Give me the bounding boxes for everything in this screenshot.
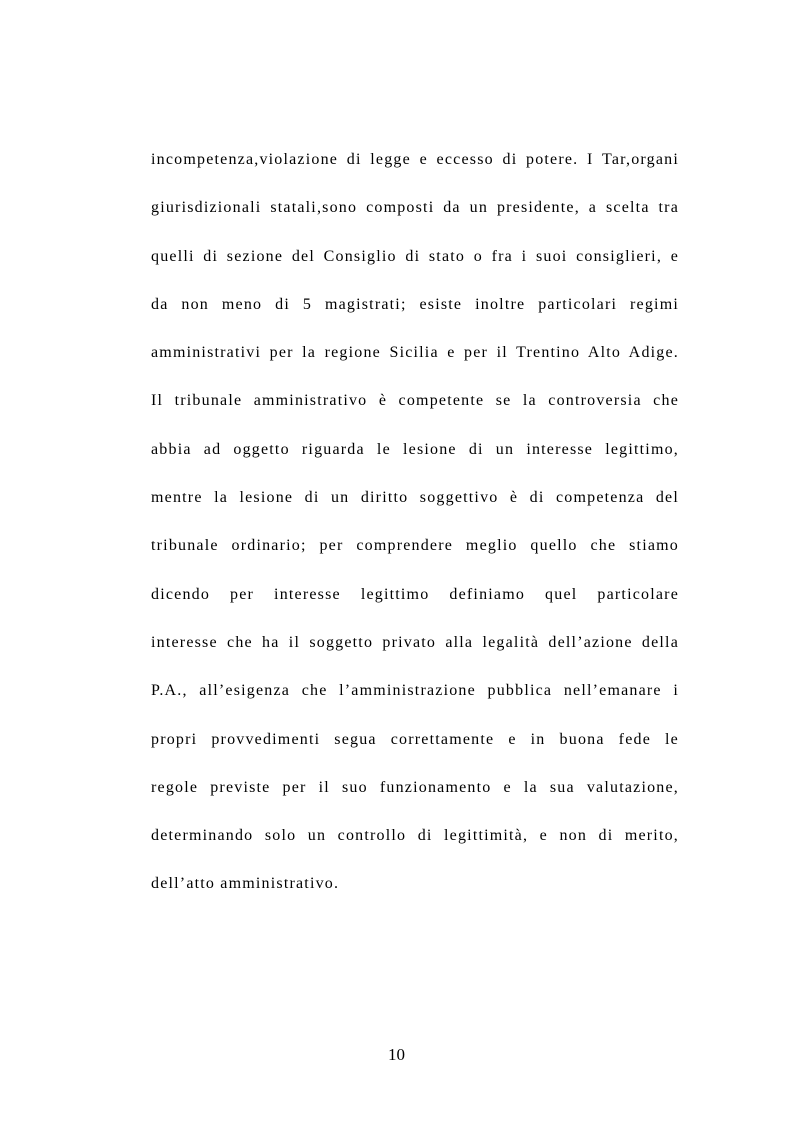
text-line: giurisdizionali statali,sono composti da un presidente, a scelta tra (151, 199, 679, 217)
text-line: incompetenza,violazione di legge e eccesso di potere. I Tar,organi (151, 151, 679, 168)
body-paragraph (151, 146, 679, 919)
page-number: 10 (388, 1045, 405, 1064)
text-line: determinando solo un controllo di legittimità, e non di merito, (151, 827, 679, 845)
text-line: interesse che ha il soggetto privato alla legalità dell’azione della (151, 633, 679, 651)
text-line: mentre la lesione di un diritto soggettivo è di competenza del (151, 489, 679, 507)
text-line: amministrativi per la regione Sicilia e per il Trentino Alto Adige. (151, 344, 679, 362)
text-line: propri provvedimenti segua correttamente e in buona fede le (151, 730, 679, 748)
text-line: abbia ad oggetto riguarda le lesione di un interesse legittimo, (151, 440, 679, 458)
text-line: Il tribunale amministrativo è competente se la controversia che (151, 392, 679, 410)
text-line: tribunale ordinario; per comprendere meglio quello che stiamo (151, 537, 679, 555)
text-line: regole previste per il suo funzionamento e la sua valutazione, (151, 778, 679, 796)
text-line: P.A., all’esigenza che l’amministrazione pubblica nell’emanare i (151, 682, 679, 700)
text-line-last: dell’atto amministrativo. (151, 875, 340, 893)
text-line: da non meno di 5 magistrati; esiste inoltre particolari regimi (151, 295, 679, 313)
text-line: dicendo per interesse legittimo definiamo quel particolare (151, 585, 679, 603)
text-line: quelli di sezione del Consiglio di stato o fra i suoi consiglieri, e (151, 247, 679, 265)
